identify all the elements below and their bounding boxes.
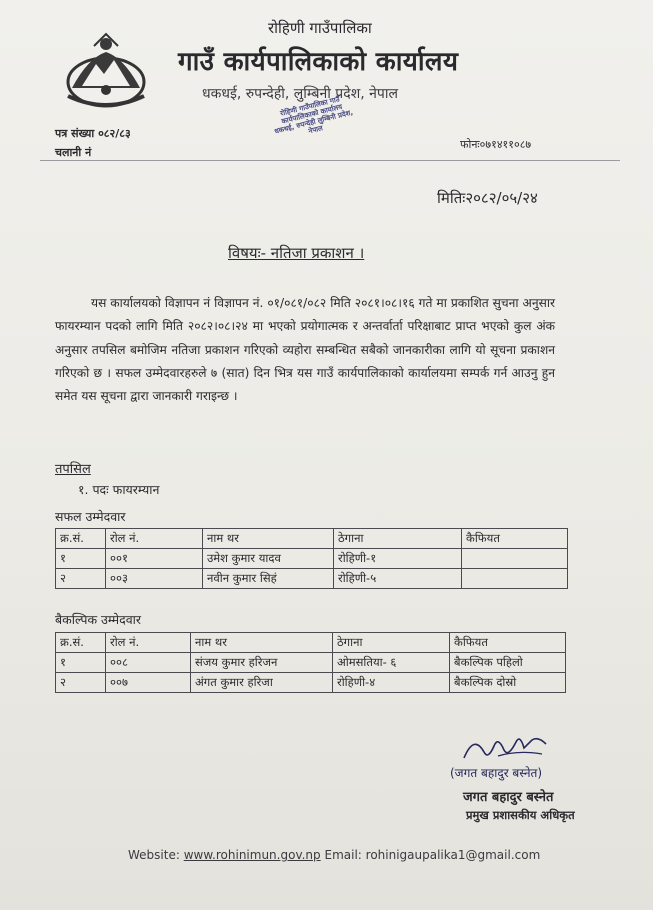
- table-header-row: [56, 633, 566, 653]
- table-cell: अंगत कुमार हरिजा: [191, 673, 333, 693]
- handwritten-signature: [458, 728, 554, 768]
- table-cell: ओमसतिया- ६: [333, 653, 450, 673]
- municipality-name: रोहिणी गाउँपालिका: [268, 19, 372, 37]
- letter-number: पत्र संख्या ०८२/८३: [55, 127, 131, 140]
- table-cell: [462, 569, 568, 589]
- table-cell: १: [56, 653, 106, 673]
- column-header: क्र.सं.: [56, 529, 106, 549]
- office-address: धकधई, रुपन्देही, लुम्बिनी प्रदेश, नेपाल: [202, 86, 398, 102]
- column-header: ठेगाना: [334, 529, 462, 549]
- column-header: कैफियत: [462, 529, 568, 549]
- table-cell: रोहिणी-१: [334, 549, 462, 569]
- alternate-candidates-table: [55, 632, 566, 693]
- table-cell: २: [56, 673, 106, 693]
- website-label: Website:: [128, 848, 180, 862]
- table-cell: संजय कुमार हरिजन: [191, 653, 333, 673]
- column-header: क्र.सं.: [56, 633, 106, 653]
- phone-number: फोनः०७१४११०८७: [460, 138, 532, 151]
- dispatch-number: चलानी नं: [55, 146, 92, 159]
- alternate-candidates-heading: बैकल्पिक उम्मेदवार: [55, 612, 142, 627]
- table-cell: १: [56, 549, 106, 569]
- table-cell: २: [56, 569, 106, 589]
- letter-date: मितिः२०८२/०५/२४: [437, 189, 538, 207]
- table-row: [56, 569, 568, 589]
- table-row: [56, 549, 568, 569]
- column-header: कैफियत: [450, 633, 566, 653]
- header-divider: [40, 160, 620, 161]
- table-cell: ००८: [106, 653, 191, 673]
- table-cell: रोहिणी-४: [333, 673, 450, 693]
- table-cell: ००१: [106, 549, 203, 569]
- table-cell: उमेश कुमार यादव: [203, 549, 334, 569]
- table-row: [56, 673, 566, 693]
- footer-contact: [128, 848, 540, 862]
- details-heading: तपसिल: [55, 462, 91, 477]
- post-title: १. पदः फायरम्यान: [78, 482, 160, 497]
- office-title: गाउँ कार्यपालिकाको कार्यालय: [178, 47, 459, 77]
- email-address[interactable]: rohinigaupalika1@gmail.com: [365, 848, 541, 862]
- official-stamp: रोहिणी गाउँपालिका गाउँ कार्यपालिकाको कार्यालय धकधई, रुपन्देही लुम्बिनी प्रदेश, नेपाल: [273, 95, 354, 136]
- letter-subject: विषयः- नतिजा प्रकाशन ।: [228, 244, 365, 262]
- column-header: रोल नं.: [106, 529, 203, 549]
- table-cell: [462, 549, 568, 569]
- column-header: नाम थर: [191, 633, 333, 653]
- nepal-emblem-logo: [58, 30, 154, 110]
- table-cell: ००७: [106, 673, 191, 693]
- table-cell: बैकल्पिक पहिलो: [450, 653, 566, 673]
- column-header: रोल नं.: [106, 633, 191, 653]
- successful-candidates-heading: सफल उम्मेदवार: [55, 509, 126, 524]
- table-header-row: [56, 529, 568, 549]
- signatory-name-handwritten: (जगत बहादुर बस्नेत): [450, 766, 543, 780]
- letter-body: यस कार्यालयको विज्ञापन नं विज्ञापन नं. ०१/०८१/०८२ मिति २०८१।०८।१६ गते मा प्रकाशित सुचना अनुसार फायरम्यान पदको लागि मिति २०८२।०८।२४ मा भएको प्रयोगात्मक र अन्तर्वार्ता परिक्षाबाट प्राप्त भएको कुल अंक अनुसार तपसिल बमोजिम नतिजा प्रकाशन गरिएको व्यहोरा सम्बन्धित सबैको जानकारीका लागि यो सूचना प्रकाशन गरिएको छ । सफल उम्मेदवारहरुले ७ (सात) दिन भित्र यस गाउँ कार्यपालिकाको कार्यालयमा सम्पर्क गर्न आउनु हुन समेत यस सूचना द्वारा जानकारी गराइन्छ ।: [55, 296, 555, 404]
- successful-candidates-table: [55, 528, 568, 589]
- table-cell: बैकल्पिक दोस्रो: [450, 673, 566, 693]
- table-cell: रोहिणी-५: [334, 569, 462, 589]
- column-header: ठेगाना: [333, 633, 450, 653]
- email-label: Email:: [324, 848, 362, 862]
- table-cell: नवीन कुमार सिहं: [203, 569, 334, 589]
- column-header: नाम थर: [203, 529, 334, 549]
- signatory-title: प्रमुख प्रशासकीय अधिकृत: [466, 808, 575, 822]
- signatory-name: जगत बहादुर बस्नेत: [463, 790, 554, 805]
- table-row: [56, 653, 566, 673]
- website-link[interactable]: www.rohinimun.gov.np: [183, 848, 321, 862]
- table-cell: ००३: [106, 569, 203, 589]
